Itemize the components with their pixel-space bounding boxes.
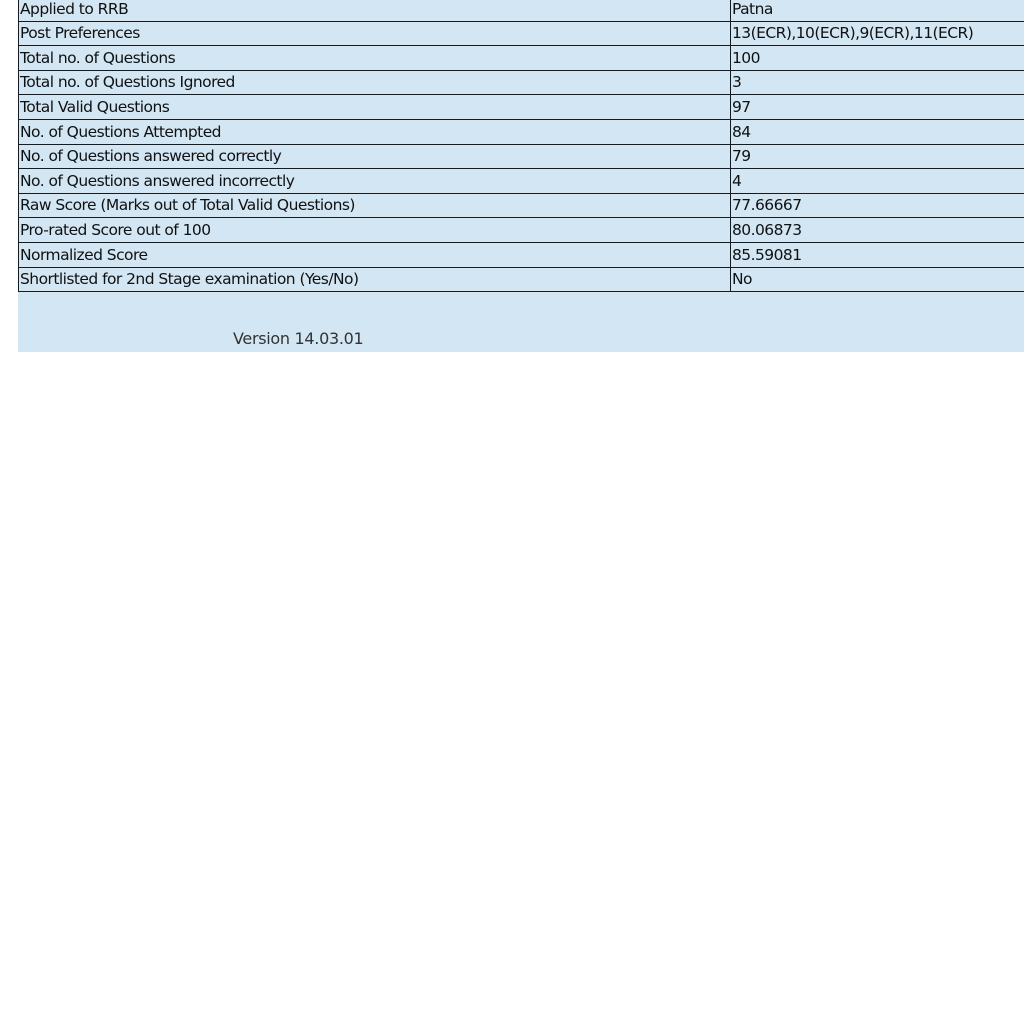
row-label-pro-rated-score: Pro-rated Score out of 100 bbox=[19, 218, 731, 243]
row-value-answered-correctly: 79 bbox=[731, 144, 1024, 169]
table-row bbox=[19, 169, 1024, 194]
table-row bbox=[19, 144, 1024, 169]
table-row bbox=[19, 95, 1024, 120]
row-value-total-questions: 100 bbox=[731, 46, 1024, 71]
row-label-valid-questions: Total Valid Questions bbox=[19, 95, 731, 120]
row-label-applied-to-rrb: Applied to RRB bbox=[19, 0, 731, 21]
row-value-applied-to-rrb: Patna bbox=[731, 0, 1024, 21]
row-value-answered-incorrectly: 4 bbox=[731, 169, 1024, 194]
table-row bbox=[19, 70, 1024, 95]
row-value-questions-attempted: 84 bbox=[731, 119, 1024, 144]
row-label-questions-ignored: Total no. of Questions Ignored bbox=[19, 70, 731, 95]
row-value-valid-questions: 97 bbox=[731, 95, 1024, 120]
row-value-post-preferences: 13(ECR),10(ECR),9(ECR),11(ECR) bbox=[731, 21, 1024, 46]
row-value-questions-ignored: 3 bbox=[731, 70, 1024, 95]
row-label-answered-incorrectly: No. of Questions answered incorrectly bbox=[19, 169, 731, 194]
table-row bbox=[19, 119, 1024, 144]
table-row bbox=[19, 267, 1024, 292]
table-row bbox=[19, 0, 1024, 21]
row-value-raw-score: 77.66667 bbox=[731, 193, 1024, 218]
row-label-shortlisted: Shortlisted for 2nd Stage examination (Yes/No) bbox=[19, 267, 731, 292]
table-row bbox=[19, 242, 1024, 267]
table-row bbox=[19, 46, 1024, 71]
row-label-questions-attempted: No. of Questions Attempted bbox=[19, 119, 731, 144]
table-row bbox=[19, 21, 1024, 46]
table-row bbox=[19, 218, 1024, 243]
row-value-shortlisted: No bbox=[731, 267, 1024, 292]
result-table bbox=[18, 0, 1024, 292]
table-row bbox=[19, 193, 1024, 218]
row-value-pro-rated-score: 80.06873 bbox=[731, 218, 1024, 243]
row-value-normalized-score: 85.59081 bbox=[731, 242, 1024, 267]
row-label-answered-correctly: No. of Questions answered correctly bbox=[19, 144, 731, 169]
version-label: Version 14.03.01 bbox=[233, 329, 364, 348]
row-label-post-preferences: Post Preferences bbox=[19, 21, 731, 46]
row-label-normalized-score: Normalized Score bbox=[19, 242, 731, 267]
row-label-total-questions: Total no. of Questions bbox=[19, 46, 731, 71]
row-label-raw-score: Raw Score (Marks out of Total Valid Questions) bbox=[19, 193, 731, 218]
